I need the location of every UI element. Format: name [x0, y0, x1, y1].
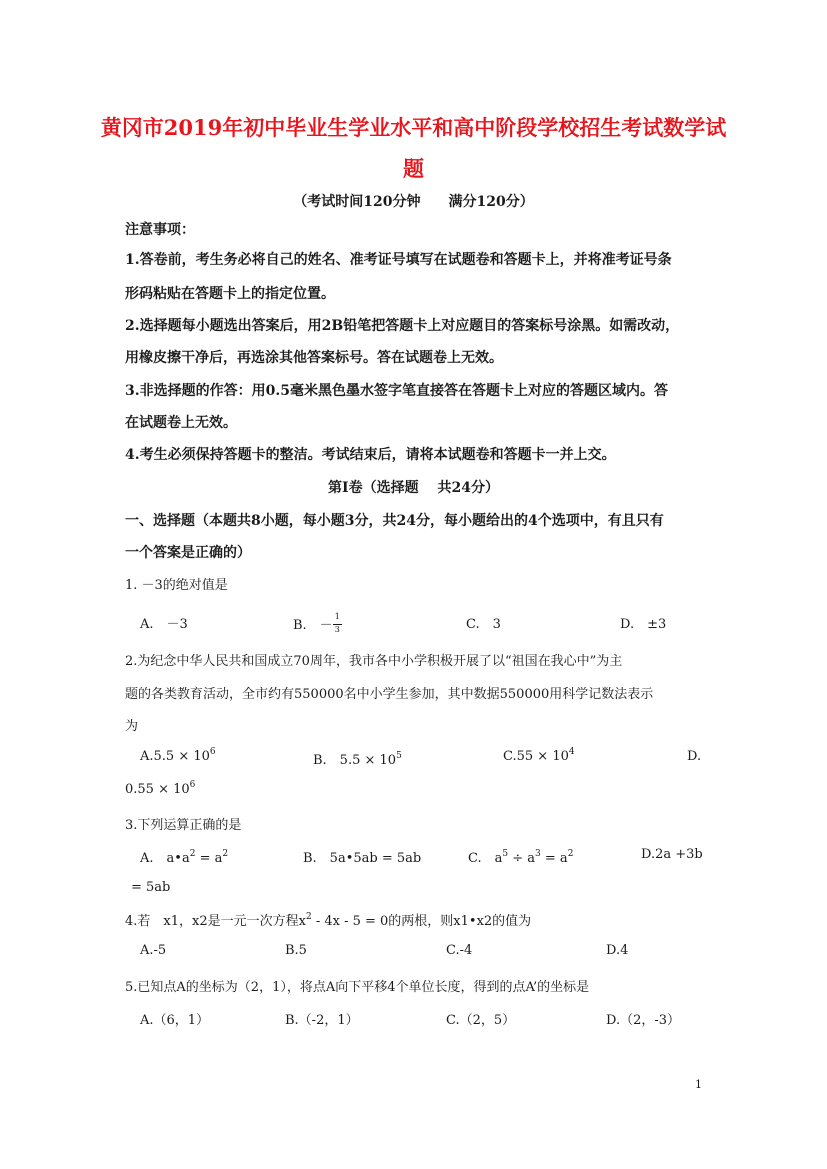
question-5-option-a: A.（6，1） [140, 1013, 210, 1028]
question-2-option-c: $C.55 \times 10^4$ [503, 747, 575, 764]
question-3-option-a: A. $a•a^2 = a^2$ [140, 849, 229, 866]
question-2-option-a: $A.5.5 \times 10^6$ [140, 747, 216, 764]
question-3-option-d: D.2a +3b [641, 847, 703, 862]
question-1-option-b: B. － $\frac{1}{3}$ [293, 613, 343, 637]
question-5-option-c: C.（2，5） [446, 1013, 516, 1028]
section-heading-line1: 一、选择题（本题共8小题，每小题3分，共24分，每小题给出的4个选项中，有且只有 [125, 513, 664, 529]
question-5-option-b: B.（-2，1） [285, 1013, 359, 1028]
question-3-option-b: B. 5a•5ab = 5ab [303, 851, 422, 866]
question-2-option-d-value: $0.55 \times 10^6$ [125, 780, 196, 797]
note-3-line1: 3.非选择题的作答：用0.5毫米黑色墨水签字笔直接答在答题卡上对应的答题区域内。答 [125, 383, 668, 399]
note-4: 4.考生必须保持答题卡的整洁。考试结束后，请将本试题卷和答题卡一并上交。 [125, 447, 616, 463]
question-5-stem: 5.已知点A的坐标为（2，1），将点A向下平移4个单位长度，得到的点A’的坐标是 [125, 980, 590, 995]
question-2-line2: 题的各类教育活动，全市约有550000名中小学生参加，其中数据550000用科学记数法表示 [125, 687, 654, 702]
question-1-stem: 1. －3的绝对值是 [125, 578, 228, 593]
question-4-option-d: D.4 [606, 943, 629, 958]
question-1-option-d: D. ±3 [620, 617, 667, 632]
note-1-line2: 形码粘贴在答题卡上的指定位置。 [125, 286, 335, 302]
question-2-line3: 为 [125, 719, 139, 734]
note-1-line1: 1.答卷前，考生务必将自己的姓名、准考证号填写在试题卷和答题卡上，并将准考证号条 [125, 252, 672, 268]
question-2-line1: 2.为纪念中华人民共和国成立70周年，我市各中小学积极开展了以“祖国在我心中”为主 [125, 654, 623, 669]
question-4-option-a: A.-5 [140, 943, 167, 958]
question-5-option-d: D.（2，-3） [606, 1013, 681, 1028]
document-title-line1: 黄冈市2019年初中毕业生学业水平和高中阶段学校招生考试数学试 [100, 115, 727, 140]
question-4-option-c: C.-4 [446, 943, 473, 958]
notes-heading: 注意事项： [125, 222, 195, 238]
section-heading-line2: 一个答案是正确的） [125, 545, 251, 561]
question-3-stem: 3.下列运算正确的是 [125, 818, 242, 833]
question-3-option-d-value: = 5ab [131, 880, 171, 895]
question-2-option-d: D. [687, 749, 702, 764]
fraction-one-third: $\frac{1}{3}$ [334, 612, 340, 634]
note-2-line2: 用橡皮擦干净后，再选涂其他答案标号。答在试题卷上无效。 [125, 350, 503, 366]
exam-info: （考试时间120分钟 满分120分） [293, 194, 534, 210]
question-1-option-c: C. 3 [466, 617, 501, 632]
note-2-line1: 2.选择题每小题选出答案后，用2B铅笔把答题卡上对应题目的答案标号涂黑。如需改动， [125, 318, 680, 334]
document-title-line2: 题 [403, 156, 424, 181]
question-3-option-c: C. $a^5 \div a^3 = a^2$ [468, 849, 574, 866]
volume-heading: 第Ⅰ卷（选择题 共24分） [328, 480, 499, 496]
question-1-option-a: A. －3 [140, 617, 188, 632]
question-4-option-b: B.5 [285, 943, 307, 958]
question-2-option-b: B. $5.5 \times 10^5$ [313, 751, 402, 768]
page-number: 1 [695, 1078, 702, 1091]
note-3-line2: 在试题卷上无效。 [125, 415, 237, 431]
question-4-stem: 4.若 x1，x2是一元一次方程$x^2 - 4x - 5 = 0$的两根，则x1•x2的值为 [125, 912, 532, 929]
